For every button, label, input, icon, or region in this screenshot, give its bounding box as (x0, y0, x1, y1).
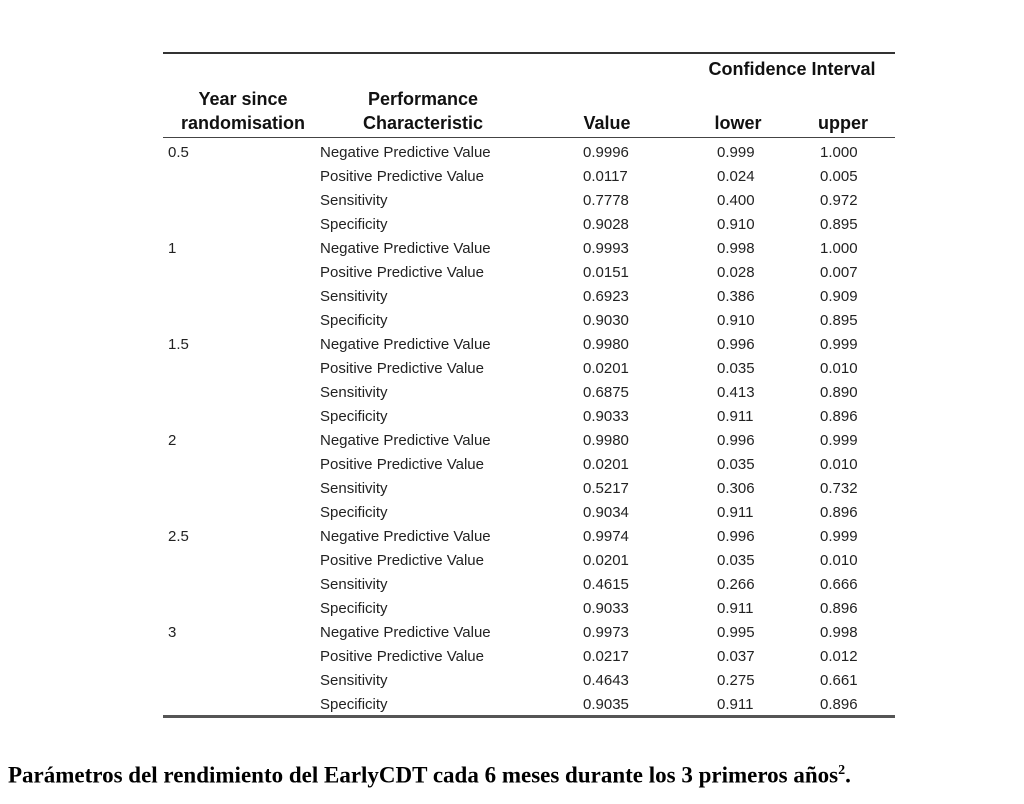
characteristic-cell: Specificity (320, 408, 388, 425)
lower-cell: 0.910 (717, 312, 755, 329)
performance-characteristic-header (343, 87, 503, 135)
table-row (163, 669, 895, 693)
upper-cell: 0.666 (820, 576, 858, 593)
perf-header-line2: Characteristic (362, 113, 484, 133)
upper-header: upper (817, 113, 868, 133)
characteristic-cell: Sensitivity (320, 384, 388, 401)
value-cell: 0.9980 (583, 432, 629, 449)
characteristic-cell: Specificity (320, 696, 388, 713)
upper-cell: 0.010 (820, 360, 858, 377)
lower-cell: 0.386 (717, 288, 755, 305)
value-cell: 0.0201 (583, 456, 629, 473)
upper-cell: 0.972 (820, 192, 858, 209)
upper-cell: 0.896 (820, 504, 858, 521)
value-cell: 0.5217 (583, 480, 629, 497)
table-row (163, 429, 895, 453)
table-row (163, 645, 895, 669)
characteristic-cell: Sensitivity (320, 288, 388, 305)
upper-cell: 1.000 (820, 144, 858, 161)
year-cell: 3 (168, 624, 177, 641)
value-cell: 0.6875 (583, 384, 629, 401)
year-cell: 2 (168, 432, 177, 449)
value-cell: 0.9033 (583, 600, 629, 617)
value-cell: 0.9034 (583, 504, 629, 521)
table-row (163, 333, 895, 357)
table-row (163, 165, 895, 189)
characteristic-cell: Specificity (320, 504, 388, 521)
lower-cell: 0.306 (717, 480, 755, 497)
table-row (163, 381, 895, 405)
characteristic-cell: Sensitivity (320, 576, 388, 593)
value-cell: 0.0217 (583, 648, 629, 665)
value-cell: 0.4615 (583, 576, 629, 593)
characteristic-cell: Negative Predictive Value (320, 624, 491, 641)
table-row (163, 357, 895, 381)
perf-header-line1: Performance (367, 89, 479, 109)
lower-cell: 0.275 (717, 672, 755, 689)
value-cell: 0.7778 (583, 192, 629, 209)
characteristic-cell: Sensitivity (320, 672, 388, 689)
table-body (163, 141, 895, 717)
table-bottom-rule (163, 715, 895, 718)
value-cell: 0.9033 (583, 408, 629, 425)
value-cell: 0.4643 (583, 672, 629, 689)
value-cell: 0.9996 (583, 144, 629, 161)
caption-text: Parámetros del rendimiento del EarlyCDT cada 6 meses durante los 3 primeros años (8, 762, 839, 788)
upper-cell: 0.732 (820, 480, 858, 497)
upper-cell: 0.895 (820, 216, 858, 233)
characteristic-cell: Positive Predictive Value (320, 648, 484, 665)
table-row (163, 309, 895, 333)
year-cell: 1 (168, 240, 177, 257)
value-cell: 0.0201 (583, 360, 629, 377)
table-row (163, 189, 895, 213)
table-row (163, 693, 895, 717)
lower-cell: 0.998 (717, 240, 755, 257)
table-row (163, 237, 895, 261)
table-row (163, 453, 895, 477)
value-cell: 0.0117 (583, 168, 628, 185)
value-header: Value (583, 113, 631, 133)
lower-cell: 0.024 (717, 168, 755, 185)
value-cell: 0.0201 (583, 552, 629, 569)
value-cell: 0.9993 (583, 240, 629, 257)
confidence-interval-header: Confidence Interval (708, 59, 876, 79)
value-cell: 0.9030 (583, 312, 629, 329)
characteristic-cell: Positive Predictive Value (320, 360, 484, 377)
year-header-line2: randomisation (180, 113, 305, 133)
lower-cell: 0.996 (717, 432, 755, 449)
year-cell: 2.5 (168, 528, 189, 545)
value-cell: 0.9973 (583, 624, 629, 641)
characteristic-cell: Negative Predictive Value (320, 240, 491, 257)
characteristic-cell: Negative Predictive Value (320, 144, 491, 161)
lower-cell: 0.911 (717, 696, 754, 713)
upper-cell: 0.005 (820, 168, 858, 185)
header-rule (163, 137, 895, 138)
table-row (163, 573, 895, 597)
upper-cell: 0.998 (820, 624, 858, 641)
lower-cell: 0.037 (717, 648, 755, 665)
upper-cell: 0.896 (820, 696, 858, 713)
lower-cell: 0.911 (717, 408, 754, 425)
characteristic-cell: Specificity (320, 216, 388, 233)
table-row (163, 525, 895, 549)
characteristic-cell: Negative Predictive Value (320, 432, 491, 449)
table-row (163, 261, 895, 285)
lower-cell: 0.400 (717, 192, 755, 209)
upper-cell: 1.000 (820, 240, 858, 257)
year-header-line1: Year since (198, 89, 288, 109)
table-row (163, 141, 895, 165)
lower-cell: 0.996 (717, 528, 755, 545)
upper-cell: 0.999 (820, 336, 858, 353)
lower-cell: 0.028 (717, 264, 755, 281)
year-cell: 1.5 (168, 336, 189, 353)
table-row (163, 621, 895, 645)
year-since-randomisation-header (168, 87, 318, 135)
characteristic-cell: Specificity (320, 312, 388, 329)
lower-cell: 0.413 (717, 384, 755, 401)
characteristic-cell: Negative Predictive Value (320, 528, 491, 545)
lower-cell: 0.996 (717, 336, 755, 353)
table-row (163, 477, 895, 501)
year-cell: 0.5 (168, 144, 189, 161)
table-row (163, 549, 895, 573)
lower-cell: 0.035 (717, 552, 755, 569)
characteristic-cell: Positive Predictive Value (320, 168, 484, 185)
lower-cell: 0.911 (717, 504, 754, 521)
value-cell: 0.9974 (583, 528, 629, 545)
upper-cell: 0.010 (820, 552, 858, 569)
characteristic-cell: Negative Predictive Value (320, 336, 491, 353)
table-row (163, 285, 895, 309)
characteristic-cell: Sensitivity (320, 480, 388, 497)
table-row (163, 405, 895, 429)
upper-cell: 0.890 (820, 384, 858, 401)
lower-cell: 0.910 (717, 216, 755, 233)
upper-cell: 0.909 (820, 288, 858, 305)
figure-caption (8, 756, 1018, 791)
upper-cell: 0.661 (820, 672, 858, 689)
value-cell: 0.9028 (583, 216, 629, 233)
lower-cell: 0.911 (717, 600, 754, 617)
table-row (163, 597, 895, 621)
lower-cell: 0.266 (717, 576, 755, 593)
characteristic-cell: Positive Predictive Value (320, 264, 484, 281)
table-row (163, 213, 895, 237)
lower-header: lower (714, 113, 762, 133)
lower-cell: 0.999 (717, 144, 755, 161)
upper-cell: 0.010 (820, 456, 858, 473)
upper-cell: 0.999 (820, 528, 858, 545)
value-cell: 0.9980 (583, 336, 629, 353)
value-cell: 0.0151 (583, 264, 629, 281)
characteristic-cell: Positive Predictive Value (320, 552, 484, 569)
value-cell: 0.9035 (583, 696, 629, 713)
upper-cell: 0.012 (820, 648, 858, 665)
upper-cell: 0.007 (820, 264, 858, 281)
lower-cell: 0.035 (717, 456, 755, 473)
caption-period: . (845, 762, 851, 788)
value-cell: 0.6923 (583, 288, 629, 305)
characteristic-cell: Sensitivity (320, 192, 388, 209)
lower-cell: 0.035 (717, 360, 755, 377)
caption-footnote-ref: 2 (838, 763, 846, 778)
table-row (163, 501, 895, 525)
characteristic-cell: Specificity (320, 600, 388, 617)
characteristic-cell: Positive Predictive Value (320, 456, 484, 473)
upper-cell: 0.896 (820, 600, 858, 617)
upper-cell: 0.896 (820, 408, 858, 425)
lower-cell: 0.995 (717, 624, 755, 641)
table-top-rule (163, 52, 895, 54)
upper-cell: 0.999 (820, 432, 858, 449)
upper-cell: 0.895 (820, 312, 858, 329)
